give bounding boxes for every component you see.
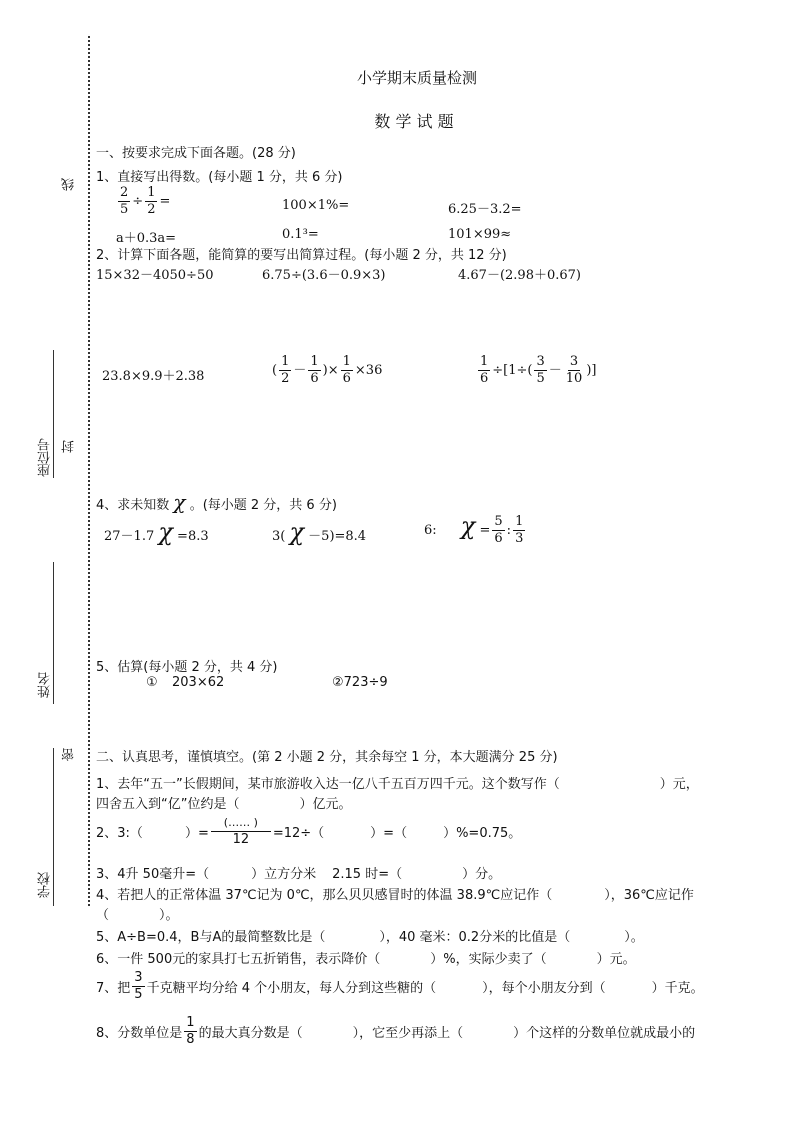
s2-q3 <box>96 863 501 882</box>
numerator: 2 <box>120 185 129 200</box>
eq-text: : <box>506 523 512 538</box>
q1-item-5: 0.1³= <box>282 227 319 242</box>
binding-dotted-line <box>88 36 90 906</box>
denominator: 8 <box>186 1032 195 1047</box>
operator: )] <box>586 363 597 378</box>
q-text: 1、去年“五一”长假期间，某市旅游收入达一亿八千五百万四千元。这个数写作（ <box>96 777 560 792</box>
q4-eq-1 <box>104 518 209 546</box>
q1-item-4: a＋0.3a= <box>116 231 177 246</box>
s2-q8 <box>96 1015 695 1048</box>
seat-number-field[interactable] <box>53 350 54 478</box>
numerator: 5 <box>494 514 503 529</box>
q2-title: 2、计算下面各题，能简算的要写出简算过程。(每小题 2 分，共 12 分) <box>96 248 507 263</box>
s2-q1-line2 <box>96 793 352 812</box>
operator: － <box>548 363 562 378</box>
numerator: 1 <box>310 354 319 369</box>
s2-q6 <box>96 948 636 967</box>
fraction <box>118 185 130 218</box>
q-text: ）。 <box>624 930 644 945</box>
margin-secret-label: 密 <box>62 748 77 761</box>
operator: ÷ <box>132 194 144 209</box>
eq-text: = <box>479 523 491 538</box>
numerator: 1 <box>281 354 290 369</box>
q-text: ）=（ <box>370 826 408 841</box>
fraction <box>132 970 144 1003</box>
q1-item-2: 100×1%= <box>282 198 350 213</box>
numerator: 1 <box>480 354 489 369</box>
q4-eq-2 <box>272 518 366 546</box>
denominator: 6 <box>342 371 351 386</box>
q-text: ），每个小朋友分到（ <box>482 981 606 996</box>
numerator: 3 <box>536 354 545 369</box>
q-text: ）= <box>184 826 209 841</box>
q5-item-2: ②723÷9 <box>332 675 388 690</box>
numerator: 1 <box>515 514 524 529</box>
q-text: ）%，实际少卖了（ <box>430 952 547 967</box>
q-text: 7、把 <box>96 981 131 996</box>
q4-eq-3 <box>424 512 527 547</box>
operator: ÷[1÷( <box>492 363 533 378</box>
name-field[interactable] <box>53 562 54 704</box>
s2-q4-line2 <box>96 904 179 923</box>
denominator: 6 <box>310 371 319 386</box>
fraction <box>492 514 504 547</box>
operator: ×36 <box>354 363 383 378</box>
q2-item-5 <box>272 354 382 387</box>
q-text: =12÷（ <box>272 826 325 841</box>
page-subtitle: 数 学 试 题 <box>374 112 454 131</box>
unknown-x: χ <box>173 490 186 514</box>
denominator: 3 <box>515 531 524 546</box>
q-text: 3、4升 50毫升=（ <box>96 867 210 882</box>
operator: )× <box>322 363 339 378</box>
margin-seal-label: 封 <box>62 440 77 453</box>
eq-text: 27－1.7 <box>104 529 155 544</box>
s2-q4-line1 <box>96 884 694 903</box>
equals: = <box>159 194 171 209</box>
numerator: 3 <box>134 970 143 985</box>
unknown-x: χ <box>460 512 476 540</box>
fraction <box>478 354 490 387</box>
q2-item-2: 6.75÷(3.6－0.9×3) <box>262 268 386 283</box>
numerator: 1 <box>186 1015 195 1030</box>
fraction <box>534 354 546 387</box>
q-text: 四舍五入到“亿”位约是（ <box>96 797 240 812</box>
q-text: ）元。 <box>596 952 636 967</box>
q1-item-6: 101×99≈ <box>448 227 512 242</box>
q-text: ）千克。 <box>651 981 704 996</box>
fraction <box>513 514 525 547</box>
denominator: 5 <box>120 202 129 217</box>
q-text: 2、3:（ <box>96 826 143 841</box>
q2-item-6 <box>476 354 596 387</box>
q-text: 的最大真分数是（ <box>198 1026 303 1041</box>
q-text: ），它至少再添上（ <box>352 1026 464 1041</box>
fraction <box>308 354 320 387</box>
fraction <box>145 185 157 218</box>
numerator: 3 <box>569 354 579 369</box>
page-title: 小学期末质量检测 <box>356 69 477 87</box>
fraction <box>279 354 291 387</box>
denominator: 5 <box>536 371 545 386</box>
denominator: 10 <box>565 371 583 386</box>
denominator: 6 <box>480 371 489 386</box>
numerator: 1 <box>342 354 351 369</box>
q1-item-3: 6.25－3.2= <box>448 202 522 217</box>
section2-heading: 二、认真思考，谨慎填空。(第 2 小题 2 分，其余每空 1 分，本大题满分 25 分) <box>96 750 558 765</box>
operator: － <box>293 363 307 378</box>
q4-title <box>96 490 337 514</box>
margin-line-label: 线 <box>62 178 77 191</box>
unknown-x: χ <box>158 518 173 546</box>
fraction <box>211 815 271 848</box>
q-text: ）元， <box>659 777 699 792</box>
q-text: ）立方分米 <box>251 867 317 882</box>
q2-item-3: 4.67－(2.98＋0.67) <box>458 268 581 283</box>
q-text: ）亿元。 <box>299 797 352 812</box>
q-text: 8、分数单位是 <box>96 1026 183 1041</box>
eq-text: 6: <box>424 523 437 538</box>
q-text: （ <box>96 908 110 923</box>
school-label: 学校 <box>38 872 53 898</box>
s2-q7 <box>96 970 704 1003</box>
fraction <box>184 1015 196 1048</box>
q5-item-1-mark: ① <box>146 675 158 690</box>
name-label: 姓名 <box>38 672 53 698</box>
q-text: 5、A÷B=0.4，B与A的最简整数比是（ <box>96 930 326 945</box>
eq-text: =8.3 <box>177 529 209 544</box>
q1-item-1 <box>116 185 170 218</box>
q-text: 千克糖平均分给 4 个小朋友，每人分到这些糖的（ <box>146 981 437 996</box>
q5-item-1: 203×62 <box>172 675 225 690</box>
q-text: ）。 <box>159 908 179 923</box>
numerator: 1 <box>147 185 156 200</box>
denominator: 2 <box>147 202 156 217</box>
fraction <box>341 354 353 387</box>
s2-q5 <box>96 926 644 945</box>
paren: ( <box>272 363 278 378</box>
denominator: 12 <box>232 832 250 847</box>
fraction <box>564 354 585 387</box>
eq-text: －5)=8.4 <box>308 529 367 544</box>
q-text: ）个这样的分数单位就成最小的 <box>513 1026 696 1041</box>
q2-item-4: 23.8×9.9＋2.38 <box>102 369 205 384</box>
denominator: 2 <box>281 371 290 386</box>
q4-title-post: 。(每小题 2 分，共 6 分) <box>189 498 337 513</box>
q-text: 2.15 时=（ <box>332 867 403 882</box>
numerator-blank[interactable]: (…… ) <box>211 815 271 832</box>
q-text: ）分。 <box>462 867 502 882</box>
unknown-x: χ <box>289 518 305 546</box>
q2-item-1: 15×32－4050÷50 <box>96 268 214 283</box>
q1-title: 1、直接写出得数。(每小题 1 分，共 6 分) <box>96 170 343 185</box>
s2-q1-line1 <box>96 773 699 792</box>
s2-q2 <box>96 815 521 848</box>
school-field[interactable] <box>53 748 54 906</box>
seat-number-label: 座位号 <box>38 438 53 477</box>
q-text: ）%=0.75。 <box>443 826 522 841</box>
q5-title: 5、估算(每小题 2 分，共 4 分) <box>96 660 278 675</box>
q-text: 4、若把人的正常体温 37℃记为 0℃，那么贝贝感冒时的体温 38.9℃应记作（ <box>96 888 553 903</box>
denominator: 6 <box>494 531 503 546</box>
section1-heading: 一、按要求完成下面各题。(28 分) <box>96 146 296 161</box>
q-text: 6、一件 500元的家具打七五折销售，表示降价（ <box>96 952 381 967</box>
q-text: ），40 毫米：0.2分米的比值是（ <box>379 930 571 945</box>
eq-text: 3( <box>272 529 286 544</box>
q4-title-pre: 4、求未知数 <box>96 498 170 513</box>
q-text: ），36℃应记作 <box>604 888 694 903</box>
denominator: 5 <box>134 987 143 1002</box>
